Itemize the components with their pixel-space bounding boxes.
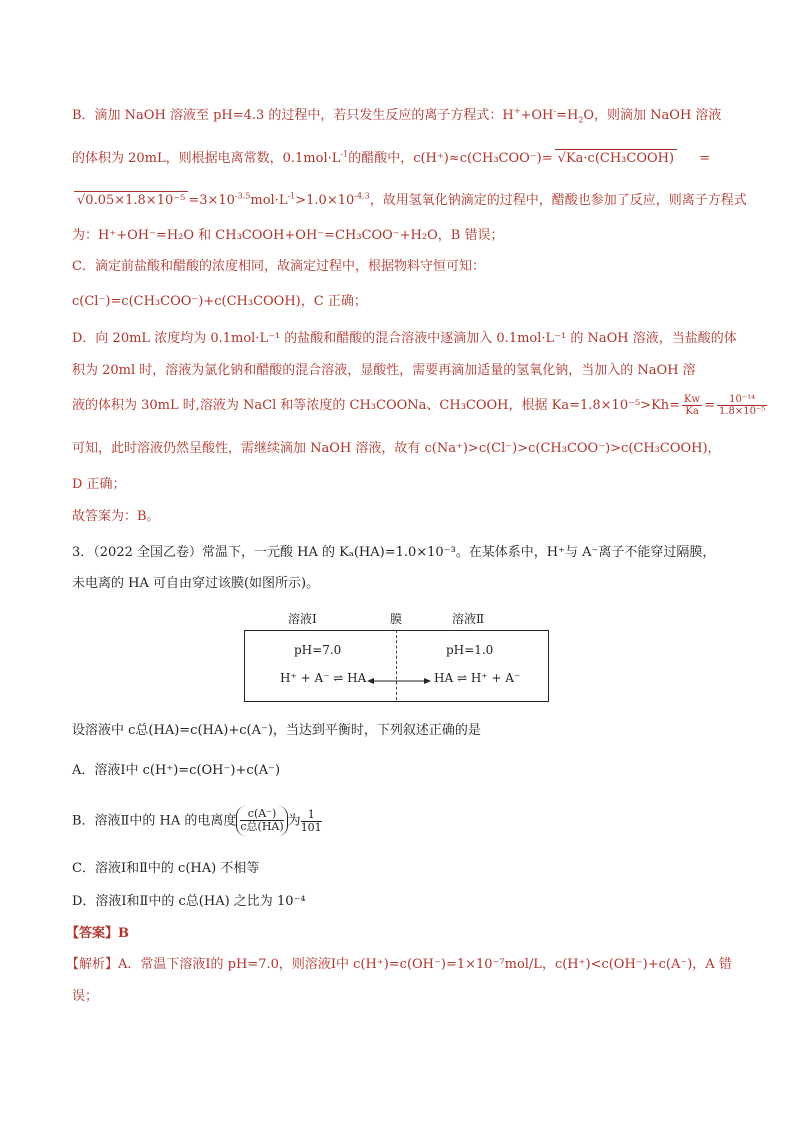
degree-den: c总(HA) xyxy=(240,820,284,833)
part-d-line-1: D．向 20mL 浓度均为 0.1mol·L⁻¹ 的盐酸和醋酸的混合溶液中逐滴加入 0.1mol·L⁻¹ 的 NaOH 溶液，当盐酸的体 xyxy=(72,331,737,346)
option-b-value xyxy=(301,809,322,834)
kw-ka-fraction xyxy=(682,394,702,417)
q3-line-1: 3．（2022 全国乙卷）常温下，一元酸 HA 的 Kₐ(HA)=1.0×10⁻³。在某体系中，H⁺与 A⁻离子不能穿过隔膜， xyxy=(72,545,716,560)
sqrt-expression: √Ka·c(CH₃COOH) xyxy=(555,149,677,168)
part-b-text-1a: B．滴加 NaOH 溶液至 pH=4.3 的过程中，若只发生反应的离子方程式：H xyxy=(72,108,514,123)
frac-num-2: 10⁻¹⁴ xyxy=(717,394,767,406)
part-b-line-2: 的体积为 20mL，则根据电离常数，$0.1mol\cdot L^{-1}$的醋酸中，c(H⁺)≈c(CH₃COO⁻)= √Ka·c(CH₃COOH) = xyxy=(72,149,711,166)
option-b-text: B．溶液Ⅱ中的 HA 的电离度 xyxy=(72,813,237,829)
membrane-diagram xyxy=(244,610,549,702)
answer-tag: 【答案】B xyxy=(66,926,129,941)
option-d: D．溶液Ⅰ和Ⅱ中的 c总(HA) 之比为 10⁻⁴ xyxy=(72,894,306,909)
part-d-line-4: 可知，此时溶液仍然呈酸性，需继续滴加 NaOH 溶液，故有 c(Na⁺)>c(Cl⁻)>c(CH₃COO⁻)>c(CH₃COOH)， xyxy=(72,441,721,456)
part-b-text-3d: ，故用氢氧化钠滴定的过程中，醋酸也参加了反应，则离子方程式 xyxy=(369,193,747,208)
analysis-line-2: 误； xyxy=(72,989,99,1004)
value-den: 101 xyxy=(300,820,322,834)
part-d-line-5: D 正确； xyxy=(72,477,126,492)
sqrt-expression-2: √0.05×1.8×10⁻⁵ xyxy=(74,191,188,210)
right-equilibrium: HA ⇌ H⁺ + A⁻ xyxy=(434,671,521,685)
membrane-line xyxy=(396,630,397,700)
equals-sign: = xyxy=(699,151,711,166)
left-ph: pH=7.0 xyxy=(294,643,342,657)
part-d-text-3a: 液的体积为 30mL 时,溶液为 NaCl 和等浓度的 CH₃COONa、CH₃COOH，根据 Ka=1.8×10⁻⁵>Kh= xyxy=(72,398,681,413)
exponent-2: -4.3 xyxy=(354,191,370,201)
part-c-line-1: C．滴定前盐酸和醋酸的浓度相同，故滴定过程中，根据物料守恒可知： xyxy=(72,259,485,274)
option-b xyxy=(72,806,322,837)
value-num: 1 xyxy=(301,809,322,822)
part-d-line-3 xyxy=(72,394,769,417)
part-b-text-2a: 的体积为 20mL，则根据电离常数，0.1mol·L xyxy=(72,151,341,166)
sqrt-content-2: 0.05×1.8×10⁻⁵ xyxy=(85,193,186,208)
part-d-line-2: 积为 20ml 时，溶液为氯化钠和醋酸的混合溶液，显酸性，需要再滴加适量的氢氧化钠，当加入的 NaOH 溶 xyxy=(72,363,696,378)
kh-value-fraction xyxy=(717,394,767,417)
solution-2-header: 溶液Ⅱ xyxy=(452,612,485,626)
frac-den-1: Ka xyxy=(685,406,699,417)
equals-sign-2: = xyxy=(704,398,715,413)
part-b-text-3b: mol·L xyxy=(250,193,288,208)
part-b-text-2b: 的醋酸中，c(H⁺)≈c(CH₃COO⁻)= xyxy=(348,151,553,166)
part-b-line-4: 为：H⁺+OH⁻=H₂O 和 CH₃COOH+OH⁻=CH₃COO⁻+H₂O，B 错误； xyxy=(72,228,504,243)
ionization-degree-expr xyxy=(236,806,287,836)
part-c-line-2: c(Cl⁻)=c(CH₃COO⁻)+c(CH₃COOH)，C 正确； xyxy=(72,294,367,309)
part-b-line-3: $√0.05\times 1.8\times 10^{-5} =3\times 10^{-3.5}mol\cdot L^{-1}>1.0\times 10^{-4.3}$，故用氢氧化钠滴定的过程中，醋酸也参加了反应，则离子方程式 xyxy=(72,191,747,210)
analysis-line-1: 【解析】A．常温下溶液Ⅰ的 pH=7.0，则溶液Ⅰ中 c(H⁺)=c(OH⁻)=1×10⁻⁷mol/L，c(H⁺)<c(OH⁻)+c(A⁻)，A 错 xyxy=(66,957,732,972)
left-equilibrium: H⁺ + A⁻ ⇌ HA xyxy=(280,671,367,685)
part-b-text-3c: >1.0×10 xyxy=(295,193,355,208)
frac-num-1: Kw xyxy=(684,394,701,405)
sqrt-content: Ka·c(CH₃COOH) xyxy=(565,151,675,166)
part-b-text-3a: =3×10 xyxy=(188,193,235,208)
membrane-header: 膜 xyxy=(390,612,403,626)
option-a: A．溶液Ⅰ中 c(H⁺)=c(OH⁻)+c(A⁻) xyxy=(72,763,281,778)
option-c: C．溶液Ⅰ和Ⅱ中的 c(HA) 不相等 xyxy=(72,861,260,876)
q3-line-2: 未电离的 HA 可自由穿过该膜(如图所示)。 xyxy=(72,576,320,591)
frac-den-2: 1.8×10⁻⁵ xyxy=(718,406,766,417)
part-b-text-1b: +OH xyxy=(520,108,554,123)
part-b-text-1d: O，则滴加 NaOH 溶液 xyxy=(583,108,722,123)
q3-stem: 设溶液中 c总(HA)=c(HA)+c(A⁻)，当达到平衡时，下列叙述正确的是 xyxy=(72,723,481,738)
solution-1-header: 溶液Ⅰ xyxy=(288,612,317,626)
part-b-text-1c: =H xyxy=(556,108,579,123)
answer-conclusion: 故答案为：B。 xyxy=(72,509,160,524)
option-b-wei: 为 xyxy=(287,813,301,829)
exponent-1: -3.5 xyxy=(234,191,251,201)
double-arrow-icon xyxy=(367,675,431,687)
degree-num: c(A⁻) xyxy=(240,808,283,821)
part-b-line-1: B．滴加 NaOH 溶液至 pH=4.3 的过程中，若只发生反应的离子方程式：$H^++OH^-=H_2O$，则滴加 NaOH 溶液 xyxy=(72,106,722,125)
right-ph: pH=1.0 xyxy=(446,643,494,657)
